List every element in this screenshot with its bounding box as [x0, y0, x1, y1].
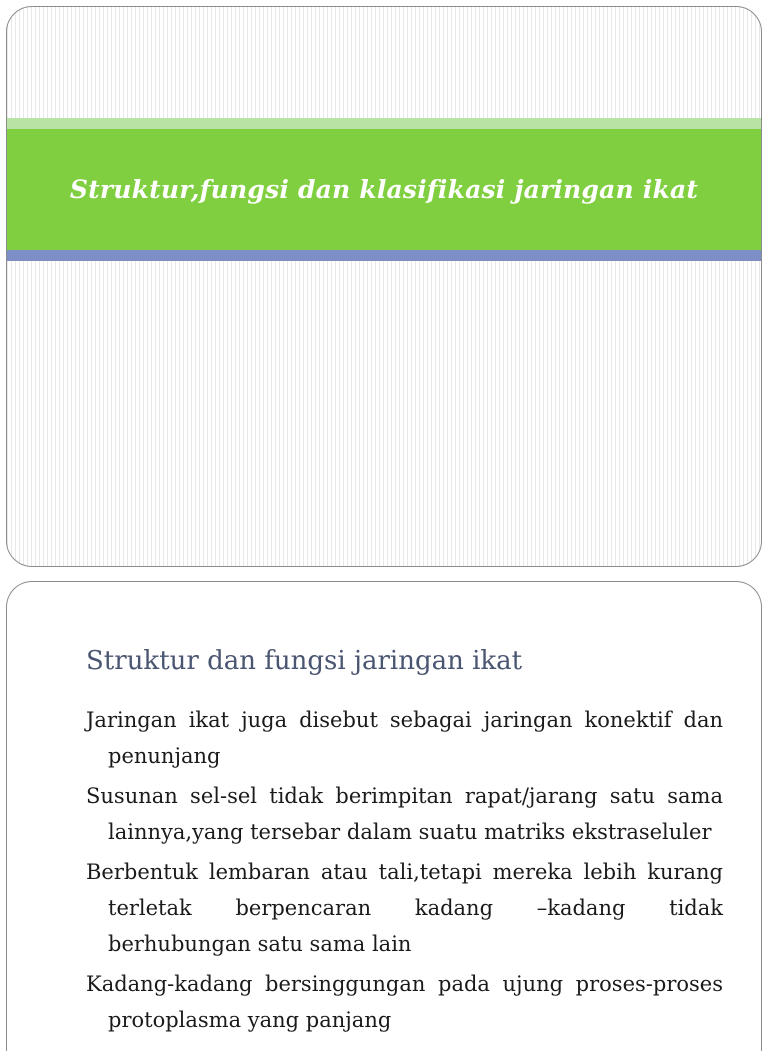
bullet-list [86, 702, 723, 1042]
bullet-item: Berbentuk lembaran atau tali,tetapi mereka lebih kurang terletak berpencaran kadang –kadang tidak berhubungan satu sama lain [86, 860, 723, 956]
slide-title: Struktur,fungsi dan klasifikasi jaringan ikat [69, 175, 699, 204]
title-band-bottom-stripe [7, 250, 761, 261]
content-slide [6, 581, 762, 1051]
title-slide [6, 6, 762, 567]
bullet-item: Kadang-kadang bersinggungan pada ujung proses-proses protoplasma yang panjang [86, 972, 723, 1032]
bullet-item: Susunan sel-sel tidak berimpitan rapat/jarang satu sama lainnya,yang tersebar dalam suatu matriks ekstraseluler [86, 784, 723, 844]
slide-heading: Struktur dan fungsi jaringan ikat [86, 646, 523, 676]
title-band-top-stripe [7, 118, 761, 129]
bullet-item: Jaringan ikat juga disebut sebagai jaringan konektif dan penunjang [86, 708, 723, 768]
title-band [7, 129, 761, 250]
